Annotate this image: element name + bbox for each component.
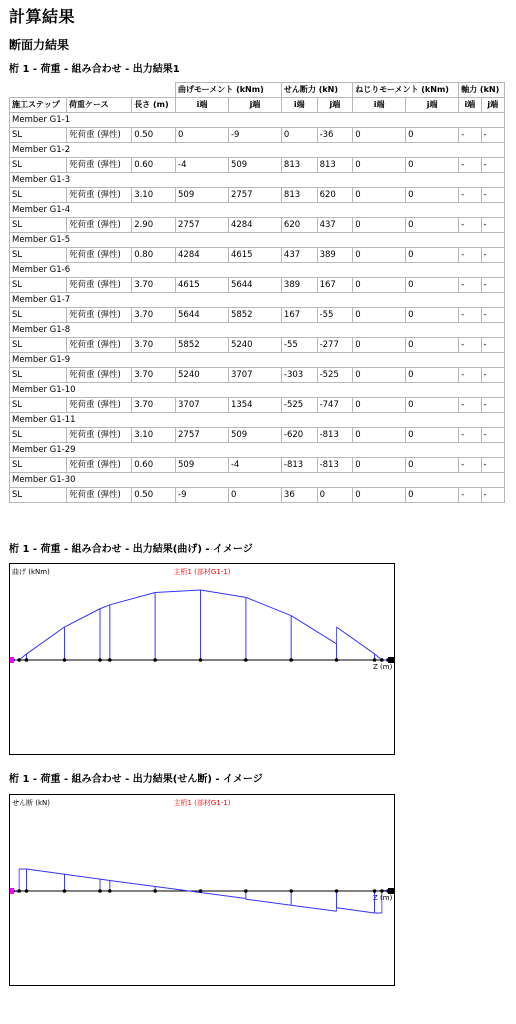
cell-mj: 4615 — [228, 248, 281, 263]
table-row — [10, 338, 505, 353]
cell-nj: - — [481, 188, 504, 203]
diagram-segment — [64, 609, 100, 627]
cell-tj: 0 — [406, 158, 459, 173]
cell-tj: 0 — [406, 368, 459, 383]
header-i-end: i端 — [281, 98, 317, 113]
member-name: Member G1-2 — [10, 143, 505, 158]
cell-ni: - — [459, 278, 481, 293]
cell-length: 3.70 — [132, 278, 176, 293]
diagram-segment — [246, 597, 291, 615]
cell-mi: -4 — [176, 158, 229, 173]
cell-nj: - — [481, 248, 504, 263]
header-shear: せん断力 (kN) — [281, 83, 352, 98]
table-row — [10, 128, 505, 143]
cell-mi: -9 — [176, 488, 229, 503]
cell-step: SL — [10, 398, 67, 413]
chart-ylabel: 曲げ (kNm) — [12, 568, 50, 576]
cell-tj: 0 — [406, 218, 459, 233]
end-marker — [388, 888, 394, 894]
cell-step: SL — [10, 308, 67, 323]
node-marker — [153, 889, 157, 893]
cell-ni: - — [459, 338, 481, 353]
node-marker — [98, 658, 102, 662]
member-row — [10, 203, 505, 218]
cell-length: 3.10 — [132, 188, 176, 203]
cell-step: SL — [10, 488, 67, 503]
diagram-segment — [337, 627, 375, 654]
member-name: Member G1-7 — [10, 293, 505, 308]
cell-sj: 813 — [317, 158, 353, 173]
node-marker — [199, 658, 203, 662]
cell-tj: 0 — [406, 338, 459, 353]
cell-ti: 0 — [353, 218, 406, 233]
member-row — [10, 293, 505, 308]
member-name: Member G1-3 — [10, 173, 505, 188]
table-row — [10, 218, 505, 233]
member-name: Member G1-29 — [10, 443, 505, 458]
diagram-segment — [246, 899, 291, 905]
cell-mi: 5644 — [176, 308, 229, 323]
cell-mj: 4284 — [228, 218, 281, 233]
cell-si: -813 — [281, 458, 317, 473]
shear-chart — [9, 794, 395, 986]
cell-ni: - — [459, 488, 481, 503]
cell-mj: 0 — [228, 488, 281, 503]
results-table — [9, 82, 505, 503]
cell-ti: 0 — [353, 308, 406, 323]
cell-length: 3.70 — [132, 338, 176, 353]
cell-ni: - — [459, 248, 481, 263]
node-marker — [335, 889, 339, 893]
table-row — [10, 488, 505, 503]
cell-step: SL — [10, 278, 67, 293]
diagram-segment — [110, 880, 155, 886]
node-marker — [153, 658, 157, 662]
cell-si: 813 — [281, 188, 317, 203]
header-i-end: i端 — [353, 98, 406, 113]
bending-chart — [9, 563, 395, 755]
table-row — [10, 368, 505, 383]
cell-length: 0.80 — [132, 248, 176, 263]
member-name: Member G1-1 — [10, 113, 505, 128]
member-row — [10, 173, 505, 188]
cell-ni: - — [459, 398, 481, 413]
node-marker — [17, 889, 21, 893]
cell-ni: - — [459, 128, 481, 143]
cell-step: SL — [10, 218, 67, 233]
table-row — [10, 458, 505, 473]
member-row — [10, 443, 505, 458]
cell-sj: -277 — [317, 338, 353, 353]
cell-ni: - — [459, 218, 481, 233]
header-j-end: j端 — [406, 98, 459, 113]
cell-sj: -747 — [317, 398, 353, 413]
table-row — [10, 158, 505, 173]
diagram-segment — [26, 627, 64, 654]
node-marker — [380, 889, 384, 893]
cell-mj: 5240 — [228, 338, 281, 353]
cell-sj: 620 — [317, 188, 353, 203]
cell-case: 死荷重 (弾性) — [67, 158, 132, 173]
cell-step: SL — [10, 338, 67, 353]
section-title: 断面力結果 — [9, 38, 70, 52]
node-marker — [63, 889, 67, 893]
cell-sj: -813 — [317, 428, 353, 443]
diagram-segment — [201, 892, 246, 898]
member-name: Member G1-8 — [10, 323, 505, 338]
node-marker — [373, 658, 377, 662]
cell-nj: - — [481, 338, 504, 353]
cell-nj: - — [481, 128, 504, 143]
cell-length: 3.70 — [132, 368, 176, 383]
header-length: 長さ (m) — [132, 98, 176, 113]
cell-mj: 1354 — [228, 398, 281, 413]
cell-ni: - — [459, 308, 481, 323]
cell-ti: 0 — [353, 428, 406, 443]
node-marker — [199, 889, 203, 893]
diagram-segment — [110, 592, 155, 604]
cell-ni: - — [459, 158, 481, 173]
node-marker — [108, 889, 112, 893]
table-row — [10, 428, 505, 443]
header-i-end: i端 — [176, 98, 229, 113]
cell-sj: -55 — [317, 308, 353, 323]
cell-sj: 437 — [317, 218, 353, 233]
cell-si: -525 — [281, 398, 317, 413]
cell-nj: - — [481, 458, 504, 473]
chart-ylabel: せん断 (kN) — [12, 799, 50, 807]
cell-case: 死荷重 (弾性) — [67, 428, 132, 443]
bending-chart-caption: 桁 1 - 荷重 - 組み合わせ - 出力結果(曲げ) - イメージ — [9, 544, 253, 555]
cell-ti: 0 — [353, 128, 406, 143]
member-row — [10, 113, 505, 128]
cell-nj: - — [481, 428, 504, 443]
node-marker — [289, 889, 293, 893]
cell-mi: 5852 — [176, 338, 229, 353]
node-marker — [25, 658, 29, 662]
cell-si: 620 — [281, 218, 317, 233]
diagram-segment — [155, 886, 200, 892]
cell-case: 死荷重 (弾性) — [67, 338, 132, 353]
member-name: Member G1-4 — [10, 203, 505, 218]
cell-si: -620 — [281, 428, 317, 443]
diagram-segment — [155, 590, 200, 592]
cell-length: 0.60 — [132, 158, 176, 173]
header-j-end: j端 — [228, 98, 281, 113]
cell-case: 死荷重 (弾性) — [67, 278, 132, 293]
cell-mi: 509 — [176, 458, 229, 473]
diagram-segment — [100, 605, 110, 609]
table-row — [10, 188, 505, 203]
cell-tj: 0 — [406, 308, 459, 323]
cell-case: 死荷重 (弾性) — [67, 398, 132, 413]
cell-mi: 509 — [176, 188, 229, 203]
support-marker — [10, 888, 14, 894]
cell-ti: 0 — [353, 188, 406, 203]
cell-mj: 509 — [228, 428, 281, 443]
node-marker — [335, 658, 339, 662]
cell-length: 3.70 — [132, 308, 176, 323]
member-row — [10, 413, 505, 428]
member-name: Member G1-11 — [10, 413, 505, 428]
shear-chart-caption: 桁 1 - 荷重 - 組み合わせ - 出力結果(せん断) - イメージ — [9, 774, 263, 785]
table-row — [10, 308, 505, 323]
table-row — [10, 398, 505, 413]
diagram-segment — [291, 616, 336, 644]
cell-length: 0.50 — [132, 488, 176, 503]
table-caption: 桁 1 - 荷重 - 組み合わせ - 出力結果1 — [9, 64, 180, 75]
cell-nj: - — [481, 218, 504, 233]
cell-si: 389 — [281, 278, 317, 293]
node-marker — [373, 889, 377, 893]
cell-step: SL — [10, 248, 67, 263]
header-axial: 軸力 (kN) — [459, 83, 505, 98]
cell-ti: 0 — [353, 458, 406, 473]
cell-case: 死荷重 (弾性) — [67, 128, 132, 143]
cell-ti: 0 — [353, 158, 406, 173]
cell-nj: - — [481, 278, 504, 293]
diagram-segment — [291, 905, 336, 911]
header-bending: 曲げモーメント (kNm) — [176, 83, 282, 98]
member-row — [10, 383, 505, 398]
cell-sj: 389 — [317, 248, 353, 263]
member-row — [10, 353, 505, 368]
cell-length: 3.10 — [132, 428, 176, 443]
cell-si: -55 — [281, 338, 317, 353]
node-marker — [98, 889, 102, 893]
cell-ni: - — [459, 428, 481, 443]
cell-case: 死荷重 (弾性) — [67, 188, 132, 203]
cell-sj: -525 — [317, 368, 353, 383]
cell-step: SL — [10, 188, 67, 203]
chart-subtitle: 主桁1 (部材G1-1) — [173, 799, 231, 807]
cell-tj: 0 — [406, 128, 459, 143]
cell-mj: 2757 — [228, 188, 281, 203]
node-marker — [244, 889, 248, 893]
cell-mi: 4615 — [176, 278, 229, 293]
cell-ti: 0 — [353, 248, 406, 263]
cell-length: 3.70 — [132, 398, 176, 413]
cell-step: SL — [10, 368, 67, 383]
cell-mi: 2757 — [176, 428, 229, 443]
cell-si: 167 — [281, 308, 317, 323]
diagram-segment — [64, 874, 100, 879]
cell-nj: - — [481, 308, 504, 323]
cell-ni: - — [459, 458, 481, 473]
header-torsion: ねじりモーメント (kNm) — [353, 83, 459, 98]
header-load-case: 荷重ケース — [67, 98, 132, 113]
chart-xlabel: Z (m) — [373, 663, 393, 671]
header-i-end: i端 — [459, 98, 481, 113]
member-row — [10, 143, 505, 158]
node-marker — [380, 658, 384, 662]
end-marker — [388, 657, 394, 663]
header-j-end: j端 — [481, 98, 504, 113]
cell-si: -303 — [281, 368, 317, 383]
cell-si: 437 — [281, 248, 317, 263]
node-marker — [244, 658, 248, 662]
cell-mi: 5240 — [176, 368, 229, 383]
cell-si: 36 — [281, 488, 317, 503]
node-marker — [289, 658, 293, 662]
diagram-segment — [337, 908, 375, 913]
cell-ti: 0 — [353, 488, 406, 503]
chart-subtitle: 主桁1 (部材G1-1) — [173, 568, 231, 576]
cell-mj: -4 — [228, 458, 281, 473]
member-row — [10, 473, 505, 488]
cell-step: SL — [10, 158, 67, 173]
cell-nj: - — [481, 398, 504, 413]
cell-tj: 0 — [406, 488, 459, 503]
cell-mj: 509 — [228, 158, 281, 173]
cell-sj: 167 — [317, 278, 353, 293]
cell-mj: 5644 — [228, 278, 281, 293]
cell-case: 死荷重 (弾性) — [67, 248, 132, 263]
cell-sj: -813 — [317, 458, 353, 473]
member-name: Member G1-6 — [10, 263, 505, 278]
diagram-segment — [100, 879, 110, 880]
cell-step: SL — [10, 428, 67, 443]
member-name: Member G1-5 — [10, 233, 505, 248]
cell-tj: 0 — [406, 248, 459, 263]
cell-step: SL — [10, 458, 67, 473]
cell-tj: 0 — [406, 278, 459, 293]
cell-mi: 4284 — [176, 248, 229, 263]
member-row — [10, 263, 505, 278]
diagram-segment — [201, 590, 246, 597]
cell-ti: 0 — [353, 338, 406, 353]
cell-case: 死荷重 (弾性) — [67, 458, 132, 473]
cell-case: 死荷重 (弾性) — [67, 308, 132, 323]
cell-ni: - — [459, 368, 481, 383]
cell-si: 0 — [281, 128, 317, 143]
cell-ti: 0 — [353, 368, 406, 383]
member-name: Member G1-30 — [10, 473, 505, 488]
node-marker — [25, 889, 29, 893]
cell-tj: 0 — [406, 398, 459, 413]
table-row — [10, 278, 505, 293]
member-row — [10, 233, 505, 248]
support-marker — [10, 657, 14, 663]
cell-tj: 0 — [406, 428, 459, 443]
cell-length: 0.60 — [132, 458, 176, 473]
cell-si: 813 — [281, 158, 317, 173]
cell-length: 0.50 — [132, 128, 176, 143]
diagram-segment — [26, 869, 64, 874]
cell-mi: 2757 — [176, 218, 229, 233]
cell-tj: 0 — [406, 188, 459, 203]
cell-step: SL — [10, 128, 67, 143]
cell-ti: 0 — [353, 398, 406, 413]
chart-xlabel: Z (m) — [373, 894, 393, 902]
node-marker — [17, 658, 21, 662]
member-row — [10, 323, 505, 338]
cell-nj: - — [481, 158, 504, 173]
member-name: Member G1-10 — [10, 383, 505, 398]
cell-mj: 5852 — [228, 308, 281, 323]
node-marker — [108, 658, 112, 662]
cell-mj: -9 — [228, 128, 281, 143]
cell-length: 2.90 — [132, 218, 176, 233]
member-name: Member G1-9 — [10, 353, 505, 368]
cell-ni: - — [459, 188, 481, 203]
cell-ti: 0 — [353, 278, 406, 293]
cell-sj: 0 — [317, 488, 353, 503]
cell-nj: - — [481, 368, 504, 383]
header-step: 施工ステップ — [10, 98, 67, 113]
cell-mi: 3707 — [176, 398, 229, 413]
table-row — [10, 248, 505, 263]
cell-case: 死荷重 (弾性) — [67, 218, 132, 233]
cell-tj: 0 — [406, 458, 459, 473]
node-marker — [63, 658, 67, 662]
page-title: 計算結果 — [9, 7, 76, 26]
cell-sj: -36 — [317, 128, 353, 143]
header-j-end: j端 — [317, 98, 353, 113]
cell-nj: - — [481, 488, 504, 503]
cell-case: 死荷重 (弾性) — [67, 488, 132, 503]
cell-mj: 3707 — [228, 368, 281, 383]
cell-case: 死荷重 (弾性) — [67, 368, 132, 383]
cell-mi: 0 — [176, 128, 229, 143]
